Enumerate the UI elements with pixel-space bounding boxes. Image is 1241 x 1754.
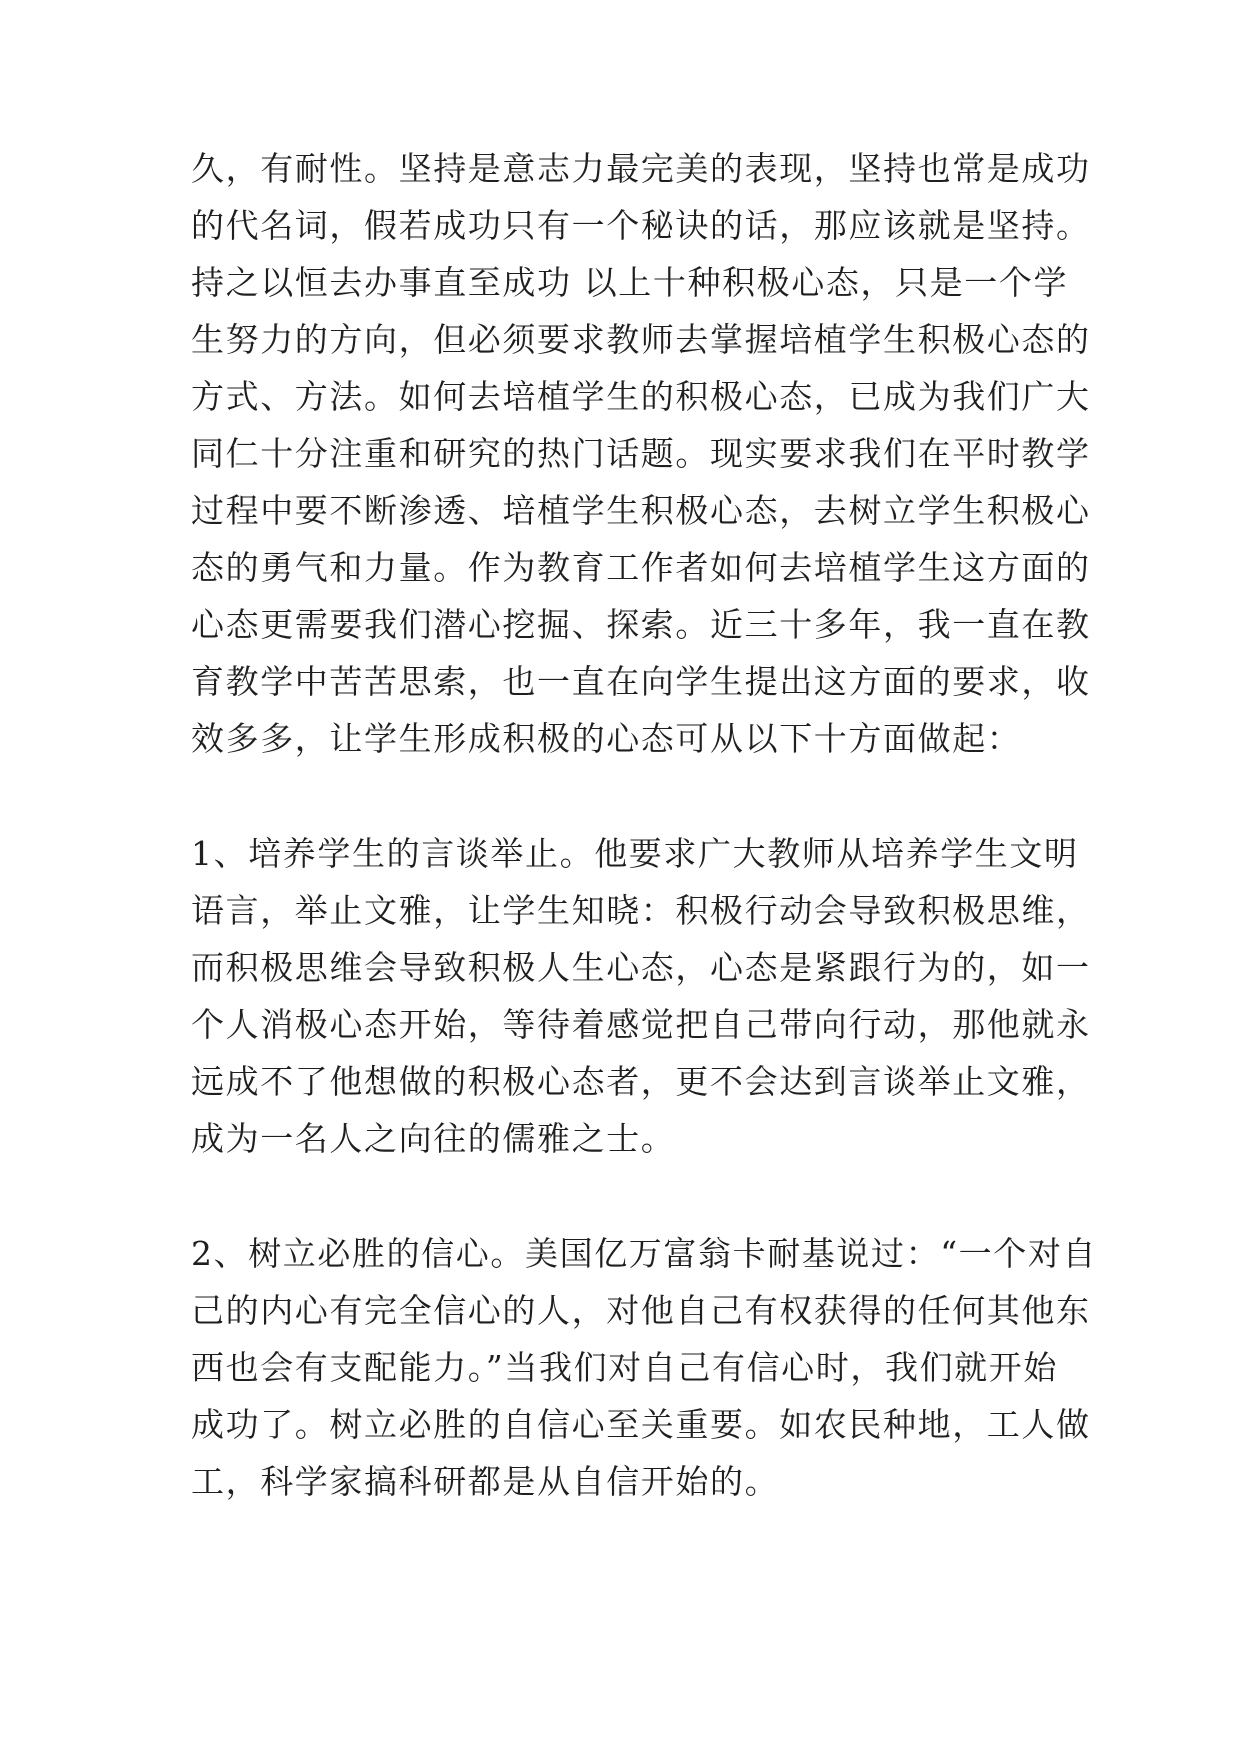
- text-line: 持之以恒去办事直至成功 以上十种积极心态，只是一个学: [191, 263, 1069, 302]
- text-line: 效多多，让学生形成积极的心态可从以下十方面做起：: [191, 719, 1022, 758]
- text-line: 方式、方法。如何去培植学生的积极心态，已成为我们广大: [191, 377, 1091, 416]
- text-line: 语言，举止文雅，让学生知晓：积极行动会导致积极思维，: [191, 891, 1091, 930]
- text-line: 过程中要不断渗透、培植学生积极心态，去树立学生积极心: [191, 491, 1091, 530]
- text-line: 育教学中苦苦思索，也一直在向学生提出这方面的要求，收: [191, 662, 1091, 701]
- text-line: 的代名词，假若成功只有一个秘诀的话，那应该就是坚持。: [191, 206, 1091, 245]
- text-line: 己的内心有完全信心的人，对他自己有权获得的任何其他东: [191, 1291, 1091, 1330]
- text-line: 成功了。树立必胜的自信心至关重要。如农民种地，工人做: [191, 1405, 1091, 1444]
- text-line: 成为一名人之向往的儒雅之士。: [191, 1119, 676, 1158]
- text-line: 久，有耐性。坚持是意志力最完美的表现，坚持也常是成功: [191, 149, 1091, 188]
- text-line: 工，科学家搞科研都是从自信开始的。: [191, 1462, 780, 1501]
- text-line: 1、培养学生的言谈举止。他要求广大教师从培养学生文明: [191, 834, 1079, 873]
- text-line: 而积极思维会导致积极人生心态，心态是紧跟行为的，如一: [191, 948, 1091, 987]
- text-line: 个人消极心态开始，等待着感觉把自己带向行动，那他就永: [191, 1005, 1091, 1044]
- text-line: 同仁十分注重和研究的热门话题。现实要求我们在平时教学: [191, 434, 1091, 473]
- text-line: 态的勇气和力量。作为教育工作者如何去培植学生这方面的: [191, 548, 1091, 587]
- text-line: 心态更需要我们潜心挖掘、探索。近三十多年，我一直在教: [191, 605, 1091, 644]
- text-line: 2、树立必胜的信心。美国亿万富翁卡耐基说过：“一个对自: [191, 1234, 1098, 1273]
- text-line: 生努力的方向，但必须要求教师去掌握培植学生积极心态的: [191, 320, 1091, 359]
- text-line: 西也会有支配能力。”当我们对自己有信心时，我们就开始: [191, 1348, 1058, 1387]
- text-line: 远成不了他想做的积极心态者，更不会达到言谈举止文雅，: [191, 1062, 1091, 1101]
